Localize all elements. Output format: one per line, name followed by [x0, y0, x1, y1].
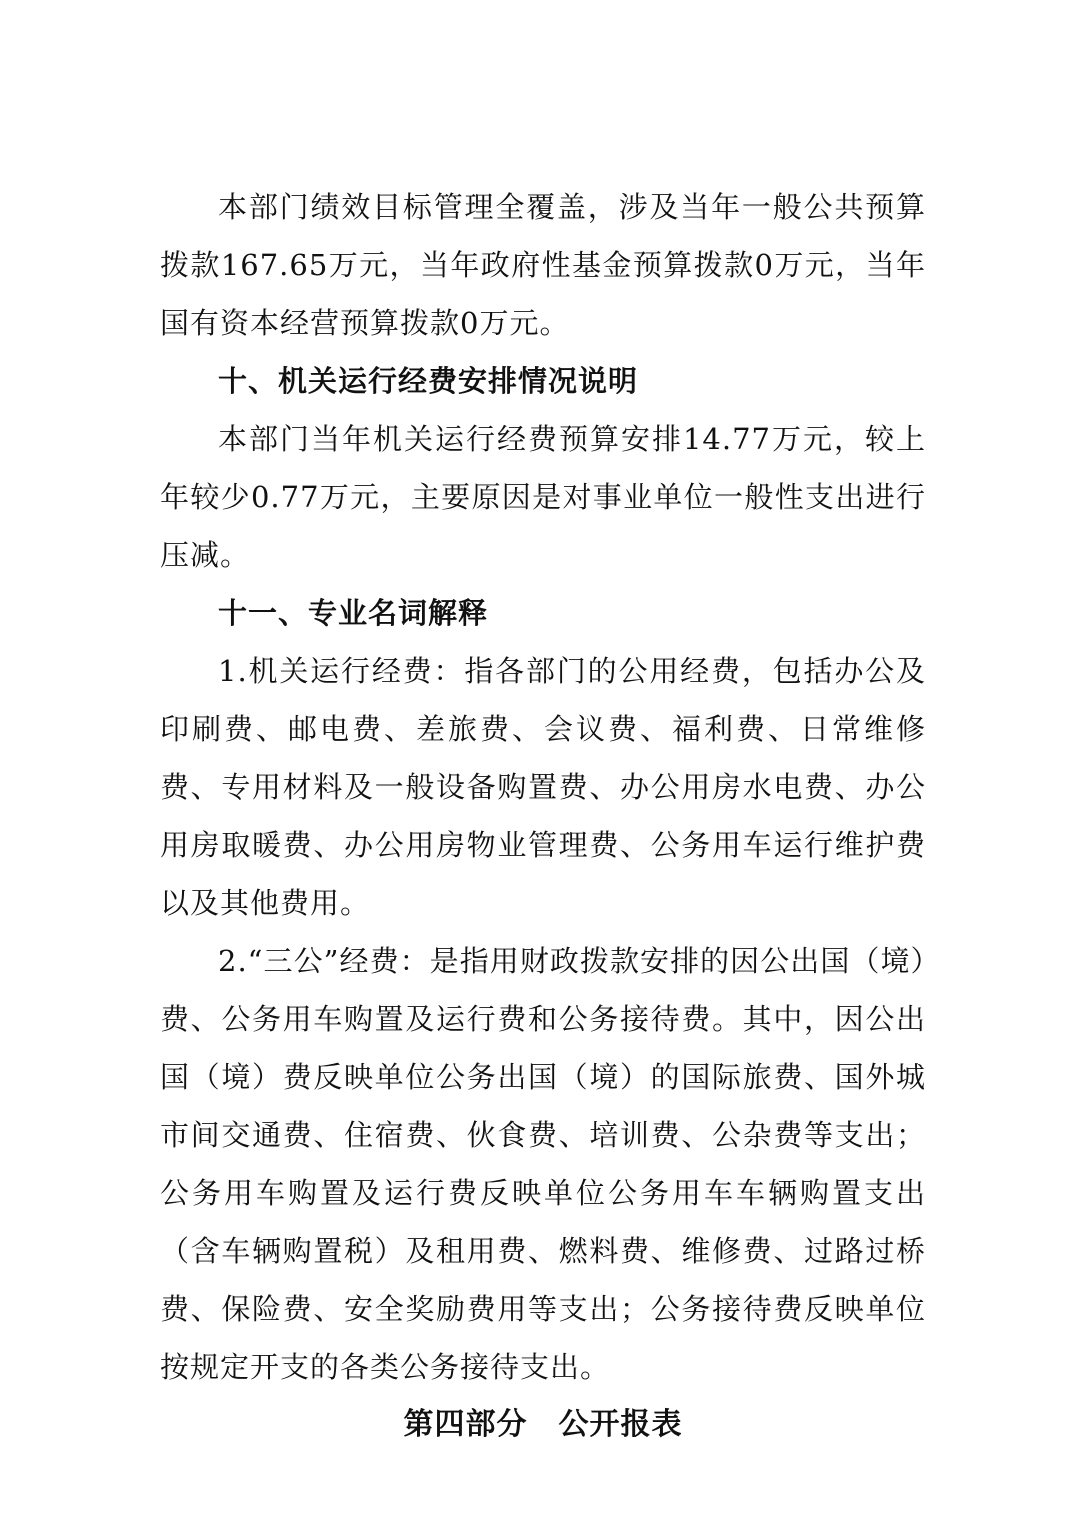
paragraph-operating-funds: 本部门当年机关运行经费预算安排14.77万元，较上年较少0.77万元，主要原因是对事业单位一般性支出进行压减。 [160, 422, 926, 572]
section-heading-11: 十一、专业名词解释 [218, 596, 489, 630]
term-definition-three-public-expenses: 2.“三公”经费：是指用财政拨款安排的因公出国（境）费、公务用车购置及运行费和公务接待费。其中，因公出国（境）费反映单位公务出国（境）的国际旅费、国外城市间交通费、住宿费、伙食费、培训费、公杂费等支出；公务用车购置及运行费反映单位公务用车车辆购置支出（含车辆购置税）及租用费、燃料费、维修费、过路过桥费、保险费、安全奖励费用等支出；公务接待费反映单位按规定开支的各类公务接待支出。 [160, 944, 926, 1384]
part-4-title: 第四部分 公开报表 [403, 1407, 683, 1442]
section-heading-10: 十、机关运行经费安排情况说明 [218, 364, 639, 398]
paragraph-performance-targets: 本部门绩效目标管理全覆盖，涉及当年一般公共预算拨款167.65万元，当年政府性基金预算拨款0万元，当年国有资本经营预算拨款0万元。 [160, 190, 926, 340]
term-definition-operating-funds: 1.机关运行经费：指各部门的公用经费，包括办公及印刷费、邮电费、差旅费、会议费、福利费、日常维修费、专用材料及一般设备购置费、办公用房水电费、办公用房取暖费、办公用房物业管理费、公务用车运行维护费以及其他费用。 [160, 654, 926, 920]
document-page [160, 178, 926, 1454]
